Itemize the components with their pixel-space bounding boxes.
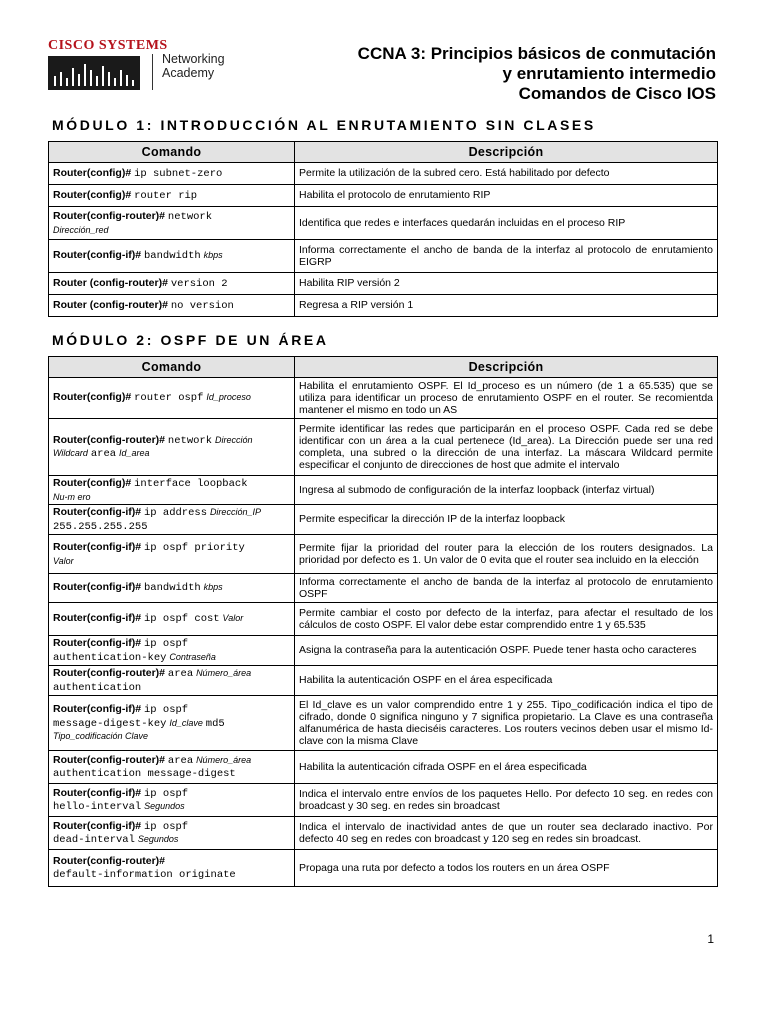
table-row <box>49 240 718 273</box>
title-line-1: CCNA 3: Principios básicos de conmutación <box>357 44 716 63</box>
table-row <box>49 295 718 317</box>
command-argument: Tipo_codificación Clave <box>53 731 148 742</box>
command-argument: Segundos <box>144 801 185 811</box>
description-cell: Permite fijar la prioridad del router para la elección de los routers designados. La prioridad por defecto es 1. Un valor de 0 evita que el router sea incluido en la elección <box>295 535 718 574</box>
command-keyword: router rip <box>134 189 198 202</box>
command-argument: Dirección_red <box>53 224 109 235</box>
command-prefix: Router(config-if)# <box>53 506 142 518</box>
table-row <box>49 207 718 240</box>
command-prefix: Router(config-if)# <box>53 581 142 594</box>
description-cell: Asigna la contraseña para la autenticación OSPF. Puede tener hasta ocho caracteres <box>295 636 718 666</box>
command-cell <box>49 163 295 185</box>
title-line-2: y enrutamiento intermedio <box>502 64 716 83</box>
command-keyword: interface loopback <box>134 478 248 490</box>
command-prefix: Router(config-if)# <box>53 249 142 262</box>
command-cell <box>49 419 295 476</box>
command-cell <box>49 666 295 696</box>
command-cell <box>49 378 295 419</box>
command-prefix: Router(config-if)# <box>53 637 142 649</box>
table-row <box>49 185 718 207</box>
description-cell: Habilita el protocolo de enrutamiento RIP <box>295 185 718 207</box>
command-argument: Número_área <box>196 668 252 678</box>
column-header-command: Comando <box>49 142 295 163</box>
command-argument: Wildcard <box>53 448 88 458</box>
module-2-table <box>48 356 718 887</box>
description-cell: Informa correctamente el ancho de banda de la interfaz al protocolo de enrutamiento EIGRP <box>295 240 718 273</box>
document-title <box>358 44 716 104</box>
command-argument: kbps <box>203 582 223 593</box>
command-keyword: network <box>167 211 213 223</box>
command-keyword: message-digest-key <box>53 717 167 730</box>
description-cell: Permite la utilización de la subred cero. Está habilitado por defecto <box>295 163 718 185</box>
table-row <box>49 696 718 751</box>
command-keyword: ip ospf cost <box>144 613 220 626</box>
command-keyword: ip subnet-zero <box>134 167 223 180</box>
table-row <box>49 505 718 535</box>
command-keyword: hello-interval <box>53 801 142 813</box>
command-keyword: bandwidth <box>144 582 201 595</box>
command-prefix: Router (config-router)# <box>53 276 168 289</box>
table-row <box>49 378 718 419</box>
command-keyword: bandwidth <box>144 250 201 263</box>
command-cell <box>49 240 295 273</box>
command-prefix: Router(config-if)# <box>53 819 142 832</box>
table-row <box>49 273 718 295</box>
command-prefix: Router(config)# <box>53 188 132 201</box>
command-cell <box>49 696 295 751</box>
table-row <box>49 666 718 696</box>
command-keyword: default-information originate <box>53 868 236 881</box>
table-row <box>49 850 718 887</box>
module-1-heading: MÓDULO 1: INTRODUCCIÓN AL ENRUTAMIENTO SIN CLASES <box>52 117 596 133</box>
command-keyword: area <box>90 448 117 460</box>
description-cell: Identifica que redes e interfaces quedarán incluidas en el proceso RIP <box>295 207 718 240</box>
command-prefix: Router(config-if)# <box>53 786 142 799</box>
command-cell <box>49 295 295 317</box>
cisco-bars-icon <box>48 56 140 90</box>
command-prefix: Router(config-if)# <box>53 703 142 716</box>
command-prefix: Router(config-if)# <box>53 541 142 553</box>
table-row <box>49 163 718 185</box>
command-argument: Dirección <box>214 434 253 445</box>
command-cell <box>49 603 295 636</box>
cisco-logo <box>48 38 238 94</box>
description-cell: Regresa a RIP versión 1 <box>295 295 718 317</box>
module-1-table <box>48 141 718 317</box>
command-keyword: authentication message-digest <box>53 768 236 780</box>
column-header-description: Descripción <box>295 142 718 163</box>
command-prefix: Router(config-router)# <box>53 753 165 766</box>
command-prefix: Router(config-router)# <box>53 855 165 867</box>
command-prefix: Router(config)# <box>53 391 132 404</box>
command-cell <box>49 273 295 295</box>
description-cell: Indica el intervalo de inactividad antes de que un router sea declarado inactivo. Por defecto 40 seg en redes con broadcast y 120 seg en redes sin broadcast. <box>295 817 718 850</box>
table-row <box>49 476 718 505</box>
table-row <box>49 603 718 636</box>
command-keyword: ip ospf <box>144 820 189 833</box>
command-prefix: Router(config-router)# <box>53 210 165 222</box>
command-argument: kbps <box>203 250 223 261</box>
command-keyword: 255.255.255.255 <box>53 520 148 533</box>
command-keyword: area <box>167 754 194 767</box>
command-cell <box>49 784 295 817</box>
command-prefix: Router(config)# <box>53 166 132 179</box>
command-argument: Segundos <box>137 834 179 844</box>
command-cell <box>49 850 295 887</box>
description-cell: Habilita la autenticación OSPF en el área especificada <box>295 666 718 696</box>
command-keyword: dead-interval <box>53 834 135 846</box>
command-argument: Id_area <box>119 448 150 458</box>
command-prefix: Router (config-router)# <box>53 298 168 311</box>
command-prefix: Router(config-router)# <box>53 667 165 679</box>
description-cell: Propaga una ruta por defecto a todos los routers en un área OSPF <box>295 850 718 887</box>
command-keyword: version 2 <box>170 277 228 290</box>
table-row <box>49 817 718 850</box>
command-keyword: ip address <box>144 507 208 519</box>
description-cell: Habilita la autenticación cifrada OSPF en el área especificada <box>295 751 718 784</box>
command-keyword: no version <box>170 299 234 312</box>
command-cell <box>49 505 295 535</box>
command-keyword: area <box>167 668 194 680</box>
command-argument: Id_proceso <box>206 392 251 403</box>
command-cell <box>49 817 295 850</box>
table-row <box>49 419 718 476</box>
command-keyword: authentication <box>53 681 142 694</box>
command-prefix: Router(config)# <box>53 477 132 489</box>
description-cell: Permite especificar la dirección IP de la interfaz loopback <box>295 505 718 535</box>
description-cell: Permite identificar las redes que participarán en el proceso OSPF. Cada red se debe identificar con un área a la cual pertenece (Id_area). La Dirección puede ser una red completa, una subred o la dirección de una interfaz. La máscara Wildcard permite especificar el conjunto de direcciones de host que admite el intervalo <box>295 419 718 476</box>
command-prefix: Router(config-router)# <box>53 433 165 446</box>
command-keyword: ip ospf <box>144 638 189 650</box>
description-cell: Ingresa al submodo de configuración de la interfaz loopback (interfaz virtual) <box>295 476 718 505</box>
command-argument: Id_clave <box>169 717 203 728</box>
command-keyword: ip ospf priority <box>144 542 245 554</box>
table-row <box>49 574 718 603</box>
column-header-command: Comando <box>49 357 295 378</box>
command-argument: Nu-m ero <box>53 491 91 502</box>
description-cell: Habilita RIP versión 2 <box>295 273 718 295</box>
command-argument: Valor <box>222 613 244 624</box>
command-cell <box>49 574 295 603</box>
command-argument: Número_área <box>196 754 252 765</box>
command-keyword: ip ospf <box>144 704 189 717</box>
description-cell: Permite cambiar el costo por defecto de la interfaz, para afectar el resultado de los cálculos de costo OSPF. El valor debe estar comprendido entre 1 y 65.535 <box>295 603 718 636</box>
description-cell: Indica el intervalo entre envíos de los paquetes Hello. Por defecto 10 seg. en redes con broadcast y 30 seg. en redes sin broadcast <box>295 784 718 817</box>
command-argument: Valor <box>53 555 74 566</box>
command-cell <box>49 185 295 207</box>
command-argument: Contraseña <box>169 651 216 662</box>
command-keyword: router ospf <box>134 392 204 405</box>
description-cell: El Id_clave es un valor comprendido entre 1 y 255. Tipo_codificación indica el tipo de cifrado, donde 0 significa ninguno y 7 significa propietario. La Clave es una contraseña alfanumérica de hasta dieciséis caracteres. Los routers vecinos deben usar el mismo Id-clave con la misma Clave <box>295 696 718 751</box>
description-cell: Habilita el enrutamiento OSPF. El Id_proceso es un número (de 1 a 65.535) que se utiliza para identificar un proceso de enrutamiento OSPF en el router. Se recomientda mantener el mismo en todo un AS <box>295 378 718 419</box>
command-cell <box>49 751 295 784</box>
column-header-description: Descripción <box>295 357 718 378</box>
command-keyword: authentication-key <box>53 651 167 664</box>
table-row <box>49 784 718 817</box>
command-prefix: Router(config-if)# <box>53 612 142 625</box>
command-cell <box>49 476 295 505</box>
command-cell <box>49 636 295 666</box>
title-line-3: Comandos de Cisco IOS <box>518 84 716 103</box>
command-cell <box>49 535 295 574</box>
command-keyword: network <box>167 434 213 447</box>
module-2-heading: MÓDULO 2: OSPF DE UN ÁREA <box>52 332 329 348</box>
command-argument: Dirección_IP <box>209 507 261 517</box>
page-number: 1 <box>707 932 714 946</box>
logo-divider <box>152 54 153 90</box>
table-row <box>49 751 718 784</box>
table-row <box>49 636 718 666</box>
table-row <box>49 535 718 574</box>
description-cell: Informa correctamente el ancho de banda de la interfaz al protocolo de enrutamiento OSPF <box>295 574 718 603</box>
cisco-wordmark: CISCO SYSTEMS <box>48 38 168 53</box>
command-keyword: md5 <box>205 717 225 730</box>
command-keyword: ip ospf <box>144 787 189 800</box>
command-cell <box>49 207 295 240</box>
networking-academy-label: Networking Academy <box>162 52 225 80</box>
